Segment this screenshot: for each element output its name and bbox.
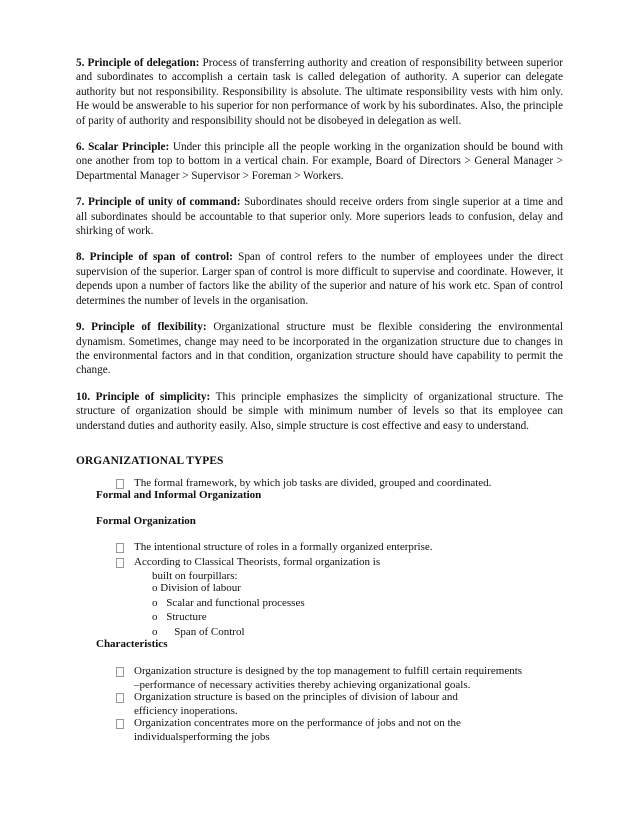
heading-scalar: 6. Scalar Principle: <box>76 141 170 154</box>
bullet-box-icon <box>116 719 124 729</box>
subheading-characteristics: Characteristics <box>96 638 168 650</box>
heading-span-control: 8. Principle of span of control: <box>76 251 233 264</box>
bullet-box-icon <box>116 479 124 489</box>
bullet-text: Organization structure is based on the principles of division of labour and <box>134 691 458 703</box>
heading-unity-command: 7. Principle of unity of command: <box>76 196 241 209</box>
o-item-text: Scalar and functional processes <box>166 597 305 609</box>
bullet-text: Organization concentrates more on the performance of jobs and not on the <box>134 717 461 729</box>
bullet-text-cont: –performance of necessary activities thereby achieving organizational goals. <box>134 679 471 692</box>
list-item <box>116 716 566 744</box>
list-item <box>116 664 566 692</box>
subheading-formal-org: Formal Organization <box>96 515 196 527</box>
bullet-box-icon <box>116 667 124 677</box>
text-flexibility: Organizational structure must be flexible considering the environmental dynamism. Sometimes, change may need to be incorporated in the organization structure due to changes in the environmental factors and in that condition, organization structure should have capability to permit the change. <box>76 321 563 377</box>
list-item <box>116 555 556 569</box>
bullet-text: The intentional structure of roles in a formally organized enterprise. <box>134 541 433 553</box>
o-marker: o <box>152 611 158 623</box>
text-span-control: Span of control refers to the number of employees under the direct supervision of the superior. Larger span of control is more difficult to supervise and coordinate. However, it depends upon a number of factors like the ability of the superior and nature of his work etc. Span of control determines the number of levels in the organisation. <box>76 251 563 307</box>
paragraph-scalar <box>76 140 563 183</box>
paragraph-flexibility <box>76 320 563 378</box>
heading-delegation: 5. Principle of delegation: <box>76 57 200 69</box>
list-item <box>116 690 566 718</box>
heading-simplicity: 10. Principle of simplicity: <box>76 390 211 403</box>
bullet-text: According to Classical Theorists, formal organization is <box>134 556 381 568</box>
bullet-box-icon <box>116 558 124 568</box>
paragraph-simplicity <box>76 390 563 433</box>
heading-flexibility: 9. Principle of flexibility: <box>76 321 207 334</box>
bullet-box-icon <box>116 693 124 703</box>
o-item-text: Span of Control <box>174 626 245 638</box>
paragraph-delegation <box>76 56 563 128</box>
division-of-labour-text: o Division of labour <box>152 582 241 594</box>
bullet-text: The formal framework, by which job tasks are divided, grouped and coordinated. <box>134 477 492 489</box>
text-unity-command: Subordinates should receive orders from single superior at a time and all subordinates should be accountable to that superior only. More superiors leads to confusion, delay and shirking of work. <box>76 196 563 238</box>
text-scalar: Under this principle all the people working in the organization should be bound with one another from top to bottom in a vertical chain. For example, Board of Directors > General Manager > Departmental Manager > Supervisor > Foreman > Workers. <box>76 141 563 182</box>
bullet-text-cont: efficiency inoperations. <box>134 705 238 718</box>
list-item <box>116 540 556 554</box>
paragraph-span-control <box>76 250 563 308</box>
o-marker: o <box>152 626 158 638</box>
document-page <box>76 56 563 445</box>
text-delegation: Process of transferring authority and creation of responsibility between superior and subordinates to accomplish a certain task is called delegation of authority. A superior can delegate authority but not responsibility. Responsibility is absolute. The ultimate responsibility vests with him only. He would be answerable to his superior for non performance of work by his subordinates. Also, the principle of parity of authority and responsibility should not be disobeyed in delegation as well. <box>76 57 563 127</box>
o-item-text: Structure <box>166 611 207 623</box>
list-item <box>152 610 207 625</box>
o-marker: o <box>152 597 158 609</box>
built-on-text: built on fourpillars: <box>152 570 238 582</box>
bullet-box-icon <box>116 543 124 553</box>
bullet-text: Organization structure is designed by the top management to fulfill certain requirements <box>134 665 523 677</box>
subheading-formal-informal: Formal and Informal Organization <box>96 489 262 501</box>
bullet-text-cont: individualsperforming the jobs <box>134 731 270 744</box>
list-item <box>152 596 305 611</box>
paragraph-unity-command <box>76 195 563 238</box>
text-simplicity: This principle emphasizes the simplicity of organizational structure. The structure of organization should be simple with minimum number of levels so that its employee can understand duties and authority easily. Also, simple structure is cost effective and easy to understand. <box>76 390 563 432</box>
section-title-org-types: ORGANIZATIONAL TYPES <box>76 455 224 467</box>
